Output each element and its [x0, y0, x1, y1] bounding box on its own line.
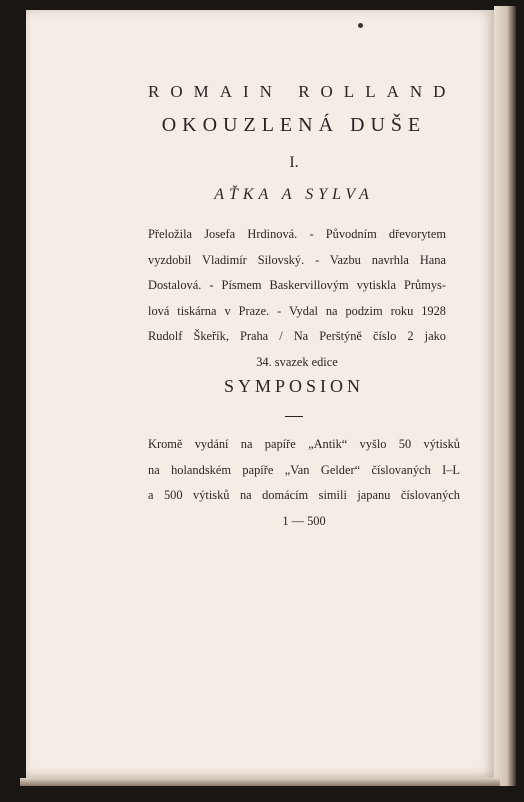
colophon-line: Dostalová. - Písmem Baskervillovým vytiskla Průmys- [148, 278, 446, 293]
page-edge-right [494, 6, 516, 786]
edition-note [148, 432, 460, 534]
colophon-line: vyzdobil Vladimír Silovský. - Vazbu navrhla Hana [148, 252, 446, 267]
ink-spot [358, 23, 363, 28]
divider-dash [285, 416, 303, 417]
book-page [26, 10, 494, 778]
book-title: OKOUZLENÁ DUŠE [161, 114, 427, 136]
colophon-line: lová tiskárna v Praze. - Vydal na podzim roku 1928 [148, 303, 446, 318]
series-name: SYMPOSION [223, 376, 365, 396]
colophon-line: Rudolf Škeřík, Praha / Na Perštýně číslo 2 jako [148, 329, 446, 344]
colophon-line: 34. svazek edice [256, 354, 338, 369]
author-name: ROMAIN ROLLAND [148, 82, 457, 101]
colophon-paragraph [148, 222, 446, 376]
edition-line: na holandském papíře „Van Gelder“ číslovaných I–L [148, 462, 460, 477]
edition-line: 1 — 500 [282, 513, 326, 528]
volume-number: I. [289, 154, 299, 171]
book-subtitle: AŤKA A SYLVA [214, 186, 374, 203]
edition-line: a 500 výtisků na domácím simili japanu číslovaných [148, 488, 460, 503]
page-edge-bottom [20, 778, 500, 786]
colophon-line: Přeložila Josefa Hrdinová. - Původním dřevorytem [148, 227, 446, 241]
edition-line: Kromě vydání na papíře „Antik“ vyšlo 50 výtisků [148, 437, 460, 451]
